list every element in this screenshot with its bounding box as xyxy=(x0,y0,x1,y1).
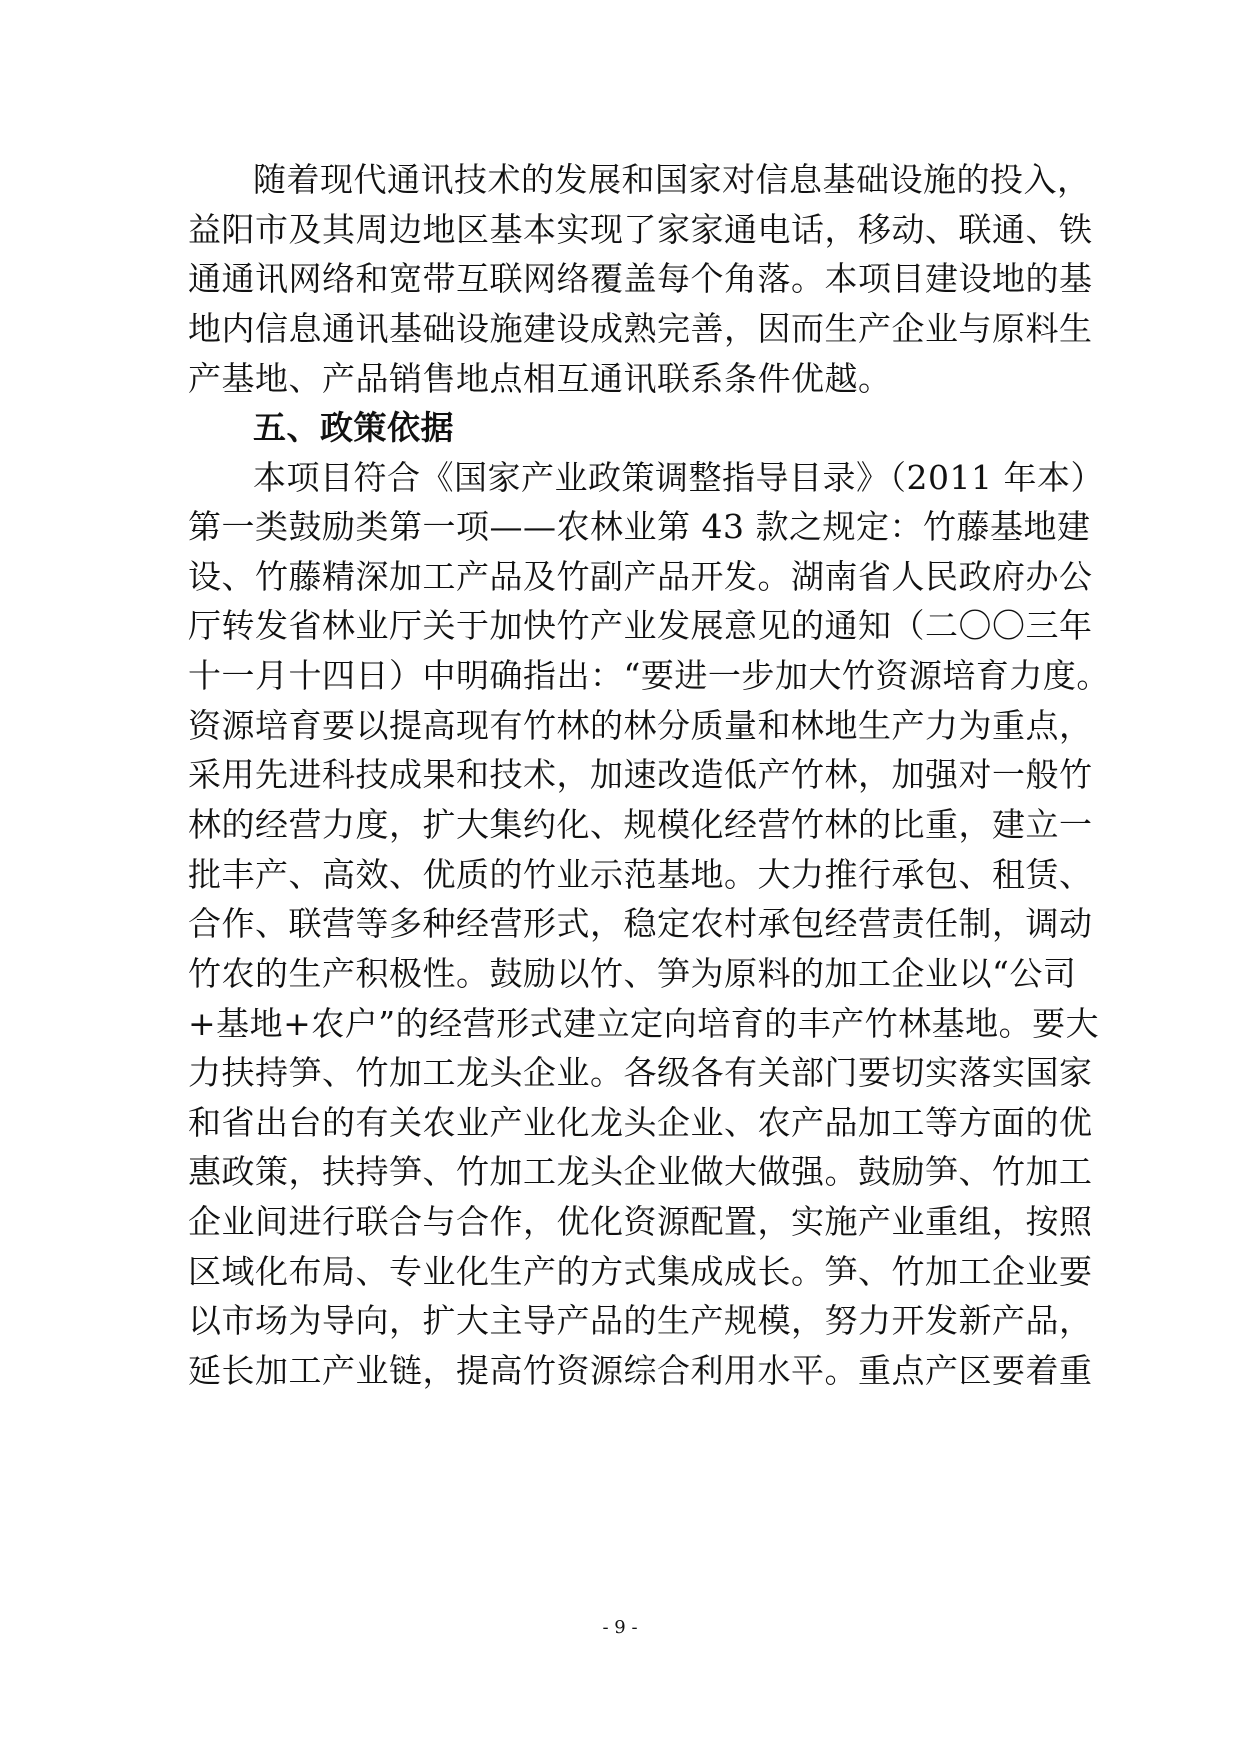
paragraph-line: 厅转发省林业厅关于加快竹产业发展意见的通知（二〇〇三年 xyxy=(188,606,1093,645)
paragraph-line: 十一月十四日）中明确指出：“要进一步加大竹资源培育力度。 xyxy=(188,656,1110,695)
paragraph-line: +基地+农户”的经营形式建立定向培育的丰产竹林基地。要大 xyxy=(188,1004,1100,1043)
paragraph-line: 通通讯网络和宽带互联网络覆盖每个角落。本项目建设地的基 xyxy=(188,259,1093,298)
paragraph-line: 设、竹藤精深加工产品及竹副产品开发。湖南省人民政府办公 xyxy=(188,557,1093,596)
paragraph-line: 益阳市及其周边地区基本实现了家家通电话，移动、联通、铁 xyxy=(188,210,1093,249)
paragraph-line: 以市场为导向，扩大主导产品的生产规模，努力开发新产品， xyxy=(188,1301,1093,1340)
page-number: - 9 - xyxy=(602,1617,638,1638)
section-heading: 五、政策依据 xyxy=(253,408,454,447)
paragraph-line: 林的经营力度，扩大集约化、规模化经营竹林的比重，建立一 xyxy=(188,805,1093,844)
paragraph-line: 企业间进行联合与合作，优化资源配置，实施产业重组，按照 xyxy=(188,1202,1093,1241)
paragraph-line: 第一类鼓励类第一项——农林业第 43 款之规定：竹藤基地建 xyxy=(188,507,1091,546)
paragraph-line: 采用先进科技成果和技术，加速改造低产竹林，加强对一般竹 xyxy=(188,755,1093,794)
paragraph-line: 随着现代通讯技术的发展和国家对信息基础设施的投入， xyxy=(253,160,1091,199)
paragraph-line: 区域化布局、专业化生产的方式集成成长。笋、竹加工企业要 xyxy=(188,1252,1093,1291)
paragraph-line: 和省出台的有关农业产业化龙头企业、农产品加工等方面的优 xyxy=(188,1103,1093,1142)
paragraph-line: 地内信息通讯基础设施建设成熟完善，因而生产企业与原料生 xyxy=(188,309,1093,348)
paragraph-line: 延长加工产业链，提高竹资源综合利用水平。重点产区要着重 xyxy=(188,1351,1093,1390)
paragraph-line: 竹农的生产积极性。鼓励以竹、笋为原料的加工企业以“公司 xyxy=(188,954,1077,993)
paragraph-line: 批丰产、高效、优质的竹业示范基地。大力推行承包、租赁、 xyxy=(188,855,1093,894)
paragraph-line: 合作、联营等多种经营形式，稳定农村承包经营责任制，调动 xyxy=(188,904,1093,943)
paragraph-line: 资源培育要以提高现有竹林的林分质量和林地生产力为重点， xyxy=(188,706,1093,745)
paragraph-line: 力扶持笋、竹加工龙头企业。各级各有关部门要切实落实国家 xyxy=(188,1053,1093,1092)
paragraph-line: 惠政策，扶持笋、竹加工龙头企业做大做强。鼓励笋、竹加工 xyxy=(188,1152,1093,1191)
paragraph-line: 产基地、产品销售地点相互通讯联系条件优越。 xyxy=(188,359,892,398)
paragraph-line: 本项目符合《国家产业政策调整指导目录》（2011 年本） xyxy=(253,458,1104,497)
